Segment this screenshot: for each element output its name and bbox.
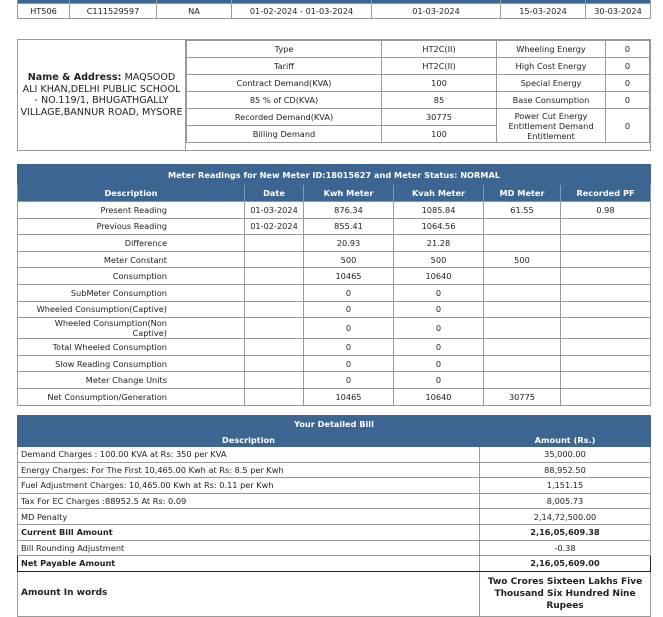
bill-title: Your Detailed Bill — [18, 416, 651, 433]
meter-row-label: Present Reading — [18, 202, 245, 219]
info-label-2: Base Consumption — [497, 92, 606, 109]
meter-cell: 500 — [394, 251, 484, 268]
meter-cell — [484, 284, 561, 301]
consumer-info — [17, 39, 651, 151]
meter-cell — [245, 301, 304, 318]
meter-cell: 21.28 — [394, 235, 484, 252]
bill-row — [18, 524, 651, 540]
address-text: MAQSOOD ALI KHAN,DELHI PUBLIC SCHOOL - NO.119/1, BHUGATHGALLY VILLAGE,BANNUR ROAD, MYSORE — [20, 72, 183, 118]
rr-number: HT506 — [18, 4, 70, 19]
meter-cell: 876.34 — [304, 202, 394, 219]
bill-header-strip — [17, 0, 651, 19]
meter-cell: 1085.84 — [394, 202, 484, 219]
meter-cell — [484, 318, 561, 339]
info-value: 100 — [382, 126, 497, 143]
meter-row — [18, 268, 651, 285]
info-value: HT2C(II) — [382, 58, 497, 75]
meter-readings-table — [17, 164, 651, 406]
bill-item-description: Current Bill Amount — [18, 524, 480, 540]
bill-row — [18, 509, 651, 525]
meter-row — [18, 202, 651, 219]
bill-item-amount: 2,14,72,500.00 — [480, 509, 651, 525]
col-kvah: Kvah Meter — [394, 185, 484, 202]
bill-row — [18, 462, 651, 478]
billing-period: 01-02-2024 - 01-03-2024 — [232, 4, 372, 19]
old-account: NA — [157, 4, 232, 19]
meter-row — [18, 284, 651, 301]
meter-cell — [245, 355, 304, 372]
bill-item-amount: 2,16,05,609.38 — [480, 524, 651, 540]
meter-cell: 0 — [304, 372, 394, 389]
meter-cell — [245, 318, 304, 339]
meter-cell — [561, 388, 651, 405]
info-label: 85 % of CD(KVA) — [187, 92, 382, 109]
meter-cell: 0 — [304, 284, 394, 301]
info-value-2: 0 — [606, 41, 650, 58]
meter-cell — [245, 284, 304, 301]
info-label: Billing Demand — [187, 126, 382, 143]
info-value-2: 0 — [606, 92, 650, 109]
due-date: 15-03-2024 — [501, 4, 586, 19]
info-label-2: High Cost Energy — [497, 58, 606, 75]
meter-row — [18, 372, 651, 389]
bill-item-description: Energy Charges: For The First 10,465.00 Kwh at Rs: 8.5 per Kwh — [18, 462, 480, 478]
meter-cell: 10465 — [304, 388, 394, 405]
col-md: MD Meter — [484, 185, 561, 202]
col-amount: Amount (Rs.) — [480, 433, 651, 447]
meter-title: Meter Readings for New Meter ID:18015627 and Meter Status: NORMAL — [18, 165, 651, 185]
meter-row — [18, 355, 651, 372]
bill-item-description: Tax For EC Charges :88952.5 At Rs: 0.09 — [18, 493, 480, 509]
bill-item-amount: 35,000.00 — [480, 447, 651, 463]
meter-cell: 0 — [394, 372, 484, 389]
meter-cell: 1064.56 — [394, 218, 484, 235]
detailed-bill-table — [17, 415, 651, 617]
bill-item-amount: 8,005.73 — [480, 493, 651, 509]
meter-cell — [245, 339, 304, 356]
meter-row — [18, 218, 651, 235]
bill-item-description: Demand Charges : 100.00 KVA at Rs: 350 per KVA — [18, 447, 480, 463]
info-value: 30775 — [382, 109, 497, 126]
consumer-address — [18, 40, 186, 150]
account-id: C111529597 — [70, 4, 157, 19]
meter-cell: 01-02-2024 — [245, 218, 304, 235]
meter-cell: 500 — [304, 251, 394, 268]
meter-row — [18, 235, 651, 252]
meter-cell — [561, 372, 651, 389]
meter-cell — [484, 268, 561, 285]
info-label-2: Wheeling Energy — [497, 41, 606, 58]
meter-cell: 500 — [484, 251, 561, 268]
meter-row-label: Net Consumption/Generation — [18, 388, 245, 405]
info-label: Recorded Demand(KVA) — [187, 109, 382, 126]
meter-cell: 0 — [304, 355, 394, 372]
bill-item-amount: 1,151.15 — [480, 478, 651, 494]
meter-row — [18, 301, 651, 318]
meter-cell — [245, 388, 304, 405]
meter-cell: 10640 — [394, 388, 484, 405]
bill-row — [18, 556, 651, 572]
meter-cell: 10465 — [304, 268, 394, 285]
col-kwh: Kwh Meter — [304, 185, 394, 202]
meter-cell: 0 — [304, 339, 394, 356]
info-value: 85 — [382, 92, 497, 109]
meter-cell — [561, 318, 651, 339]
meter-row — [18, 388, 651, 405]
bill-item-description: Fuel Adjustment Charges: 10,465.00 Kwh at Rs: 0.11 per Kwh — [18, 478, 480, 494]
bill-item-description: MD Penalty — [18, 509, 480, 525]
bill-row — [18, 478, 651, 494]
meter-row-label: Meter Constant — [18, 251, 245, 268]
meter-cell — [484, 372, 561, 389]
meter-cell — [561, 339, 651, 356]
meter-row — [18, 318, 651, 339]
meter-cell — [561, 284, 651, 301]
meter-row-label: Difference — [18, 235, 245, 252]
meter-row-label: Slow Reading Consumption — [18, 355, 245, 372]
info-value: 100 — [382, 75, 497, 92]
meter-cell — [561, 251, 651, 268]
meter-row-label: SubMeter Consumption — [18, 284, 245, 301]
meter-cell: 0 — [394, 355, 484, 372]
bill-date: 01-03-2024 — [372, 4, 501, 19]
meter-cell — [484, 235, 561, 252]
meter-cell: 0.98 — [561, 202, 651, 219]
amount-in-words: Two Crores Sixteen Lakhs Five Thousand Six Hundred Nine Rupees — [480, 571, 651, 616]
meter-row-label: Total Wheeled Consumption — [18, 339, 245, 356]
bill-item-amount: -0.38 — [480, 540, 651, 556]
disconnection-date: 30-03-2024 — [586, 4, 651, 19]
meter-row-label: Meter Change Units — [18, 372, 245, 389]
meter-cell: 0 — [394, 318, 484, 339]
meter-cell: 855.41 — [304, 218, 394, 235]
info-value-2: 0 — [606, 75, 650, 92]
meter-cell — [245, 235, 304, 252]
meter-cell: 0 — [304, 318, 394, 339]
info-label-2: Power Cut Energy Entitlement Demand Entitlement — [497, 109, 606, 143]
info-value-2: 0 — [606, 109, 650, 143]
meter-cell — [484, 301, 561, 318]
bill-item-description: Bill Rounding Adjustment — [18, 540, 480, 556]
meter-row-label: Consumption — [18, 268, 245, 285]
bill-row — [18, 540, 651, 556]
meter-row-label: Previous Reading — [18, 218, 245, 235]
meter-cell: 20.93 — [304, 235, 394, 252]
meter-cell — [245, 372, 304, 389]
info-label: Tariff — [187, 58, 382, 75]
meter-cell — [561, 235, 651, 252]
meter-cell — [561, 301, 651, 318]
bill-row — [18, 493, 651, 509]
meter-cell — [245, 268, 304, 285]
meter-cell: 10640 — [394, 268, 484, 285]
meter-cell — [484, 339, 561, 356]
meter-cell — [484, 218, 561, 235]
meter-cell: 30775 — [484, 388, 561, 405]
meter-cell: 0 — [394, 301, 484, 318]
info-label-2: Special Energy — [497, 75, 606, 92]
bill-item-amount: 88,952.50 — [480, 462, 651, 478]
meter-row-label: Wheeled Consumption(Non Captive) — [18, 318, 245, 339]
amount-in-words-label: Amount In words — [18, 571, 480, 616]
meter-cell — [561, 355, 651, 372]
meter-cell: 01-03-2024 — [245, 202, 304, 219]
info-value: HT2C(II) — [382, 41, 497, 58]
meter-row-label: Wheeled Consumption(Captive) — [18, 301, 245, 318]
meter-cell — [484, 355, 561, 372]
meter-row — [18, 339, 651, 356]
info-label: Contract Demand(KVA) — [187, 75, 382, 92]
bill-item-amount: 2,16,05,609.00 — [480, 556, 651, 572]
col-description: Description — [18, 185, 245, 202]
info-label: Type — [187, 41, 382, 58]
info-value-2: 0 — [606, 58, 650, 75]
address-label: Name & Address: — [27, 72, 122, 83]
meter-cell: 61.55 — [484, 202, 561, 219]
meter-row — [18, 251, 651, 268]
meter-cell: 0 — [304, 301, 394, 318]
meter-cell: 0 — [394, 284, 484, 301]
col-date: Date — [245, 185, 304, 202]
meter-cell — [561, 268, 651, 285]
bill-row — [18, 447, 651, 463]
meter-cell — [561, 218, 651, 235]
meter-cell: 0 — [394, 339, 484, 356]
col-bill-description: Description — [18, 433, 480, 447]
col-pf: Recorded PF — [561, 185, 651, 202]
meter-cell — [245, 251, 304, 268]
tariff-details-table — [186, 40, 650, 143]
bill-item-description: Net Payable Amount — [18, 556, 480, 572]
